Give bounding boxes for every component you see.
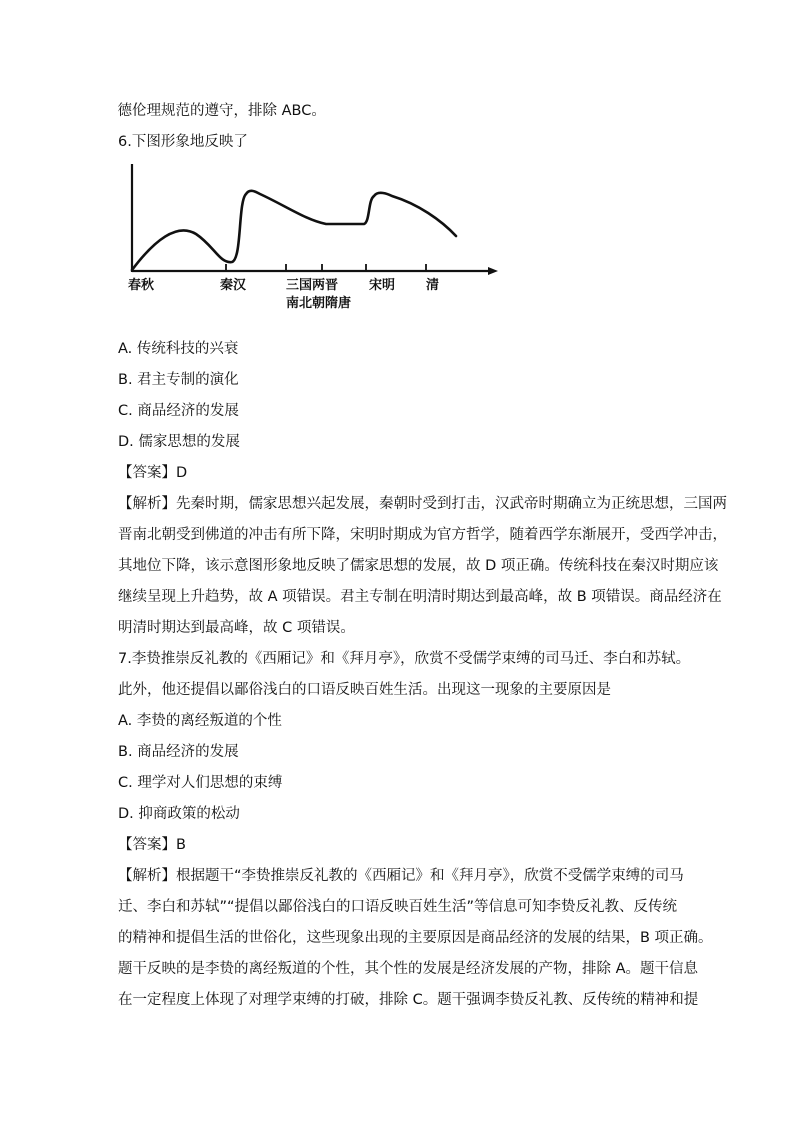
- question-7-option-a: A. 李贽的离经叛道的个性: [118, 713, 282, 729]
- label-songming: 宋明: [369, 278, 396, 293]
- label-chunqiu: 春秋: [128, 278, 155, 293]
- label-nanbeichao-suitang: 南北朝隋唐: [286, 296, 352, 311]
- question-6-stem: 6.下图形象地反映了: [118, 134, 248, 150]
- question-7-option-c: C. 理学对人们思想的束缚: [118, 775, 283, 791]
- label-qinhan: 秦汉: [220, 278, 247, 293]
- question-7-analysis: [118, 861, 713, 1016]
- analysis-line: 【解析】根据题干“李贽推崇反礼教的《西厢记》和《拜月亭》，欣赏不受儒学束缚的司马: [118, 868, 684, 884]
- trend-curve: [132, 191, 456, 270]
- label-qing: 清: [426, 278, 440, 293]
- question-6-option-a: A. 传统科技的兴衰: [118, 341, 239, 357]
- question-7-stem: [118, 644, 691, 706]
- analysis-line: 继续呈现上升趋势，故 A 项错误。君主专制在明清时期达到最高峰，故 B 项错误。商品经济在: [118, 589, 722, 605]
- x-axis-arrow: [488, 267, 498, 275]
- analysis-line: 题干反映的是李贽的离经叛道的个性，其个性的发展是经济发展的产物，排除 A。题干信息: [118, 961, 699, 977]
- question-6-answer: 【答案】D: [118, 465, 188, 481]
- question-6-figure: [126, 160, 506, 330]
- analysis-line: 迁、李白和苏轼”“提倡以鄙俗浅白的口语反映百姓生活”等信息可知李贽反礼教、反传统: [118, 899, 678, 915]
- question-6-option-c: C. 商品经济的发展: [118, 403, 239, 419]
- analysis-line: 晋南北朝受到佛道的冲击有所下降，宋明时期成为官方哲学，随着西学东渐展开，受西学冲击，: [118, 527, 727, 543]
- analysis-line: 其地位下降，该示意图形象地反映了儒家思想的发展，故 D 项正确。传统科技在秦汉时期应该: [118, 558, 719, 574]
- question-6-analysis: [118, 489, 727, 644]
- question-7-answer: 【答案】B: [118, 837, 186, 853]
- exam-page: [117, 96, 727, 1016]
- continuation-text: 德伦理规范的遵守，排除 ABC。: [117, 103, 326, 119]
- label-sanguo-liangjin: 三国两晋: [286, 278, 339, 293]
- stem-line: 此外，他还提倡以鄙俗浅白的口语反映百姓生活。出现这一现象的主要原因是: [118, 682, 611, 698]
- stem-line: 7.李贽推崇反礼教的《西厢记》和《拜月亭》，欣赏不受儒学束缚的司马迁、李白和苏轼。: [118, 651, 691, 667]
- question-7-option-d: D. 抑商政策的松动: [118, 806, 240, 822]
- analysis-line: 明清时期达到最高峰，故 C 项错误。: [118, 620, 355, 636]
- question-6-option-d: D. 儒家思想的发展: [118, 434, 240, 450]
- analysis-line: 的精神和提倡生活的世俗化，这些现象出现的主要原因是商品经济的发展的结果，B 项正确。: [118, 930, 713, 946]
- question-6-option-b: B. 君主专制的演化: [118, 372, 239, 388]
- analysis-line: 【解析】先秦时期，儒家思想兴起发展，秦朝时受到打击，汉武帝时期确立为正统思想，三国两: [118, 496, 727, 512]
- question-7-option-b: B. 商品经济的发展: [118, 744, 239, 760]
- analysis-line: 在一定程度上体现了对理学束缚的打破，排除 C。题干强调李贽反礼教、反传统的精神和提: [118, 992, 699, 1008]
